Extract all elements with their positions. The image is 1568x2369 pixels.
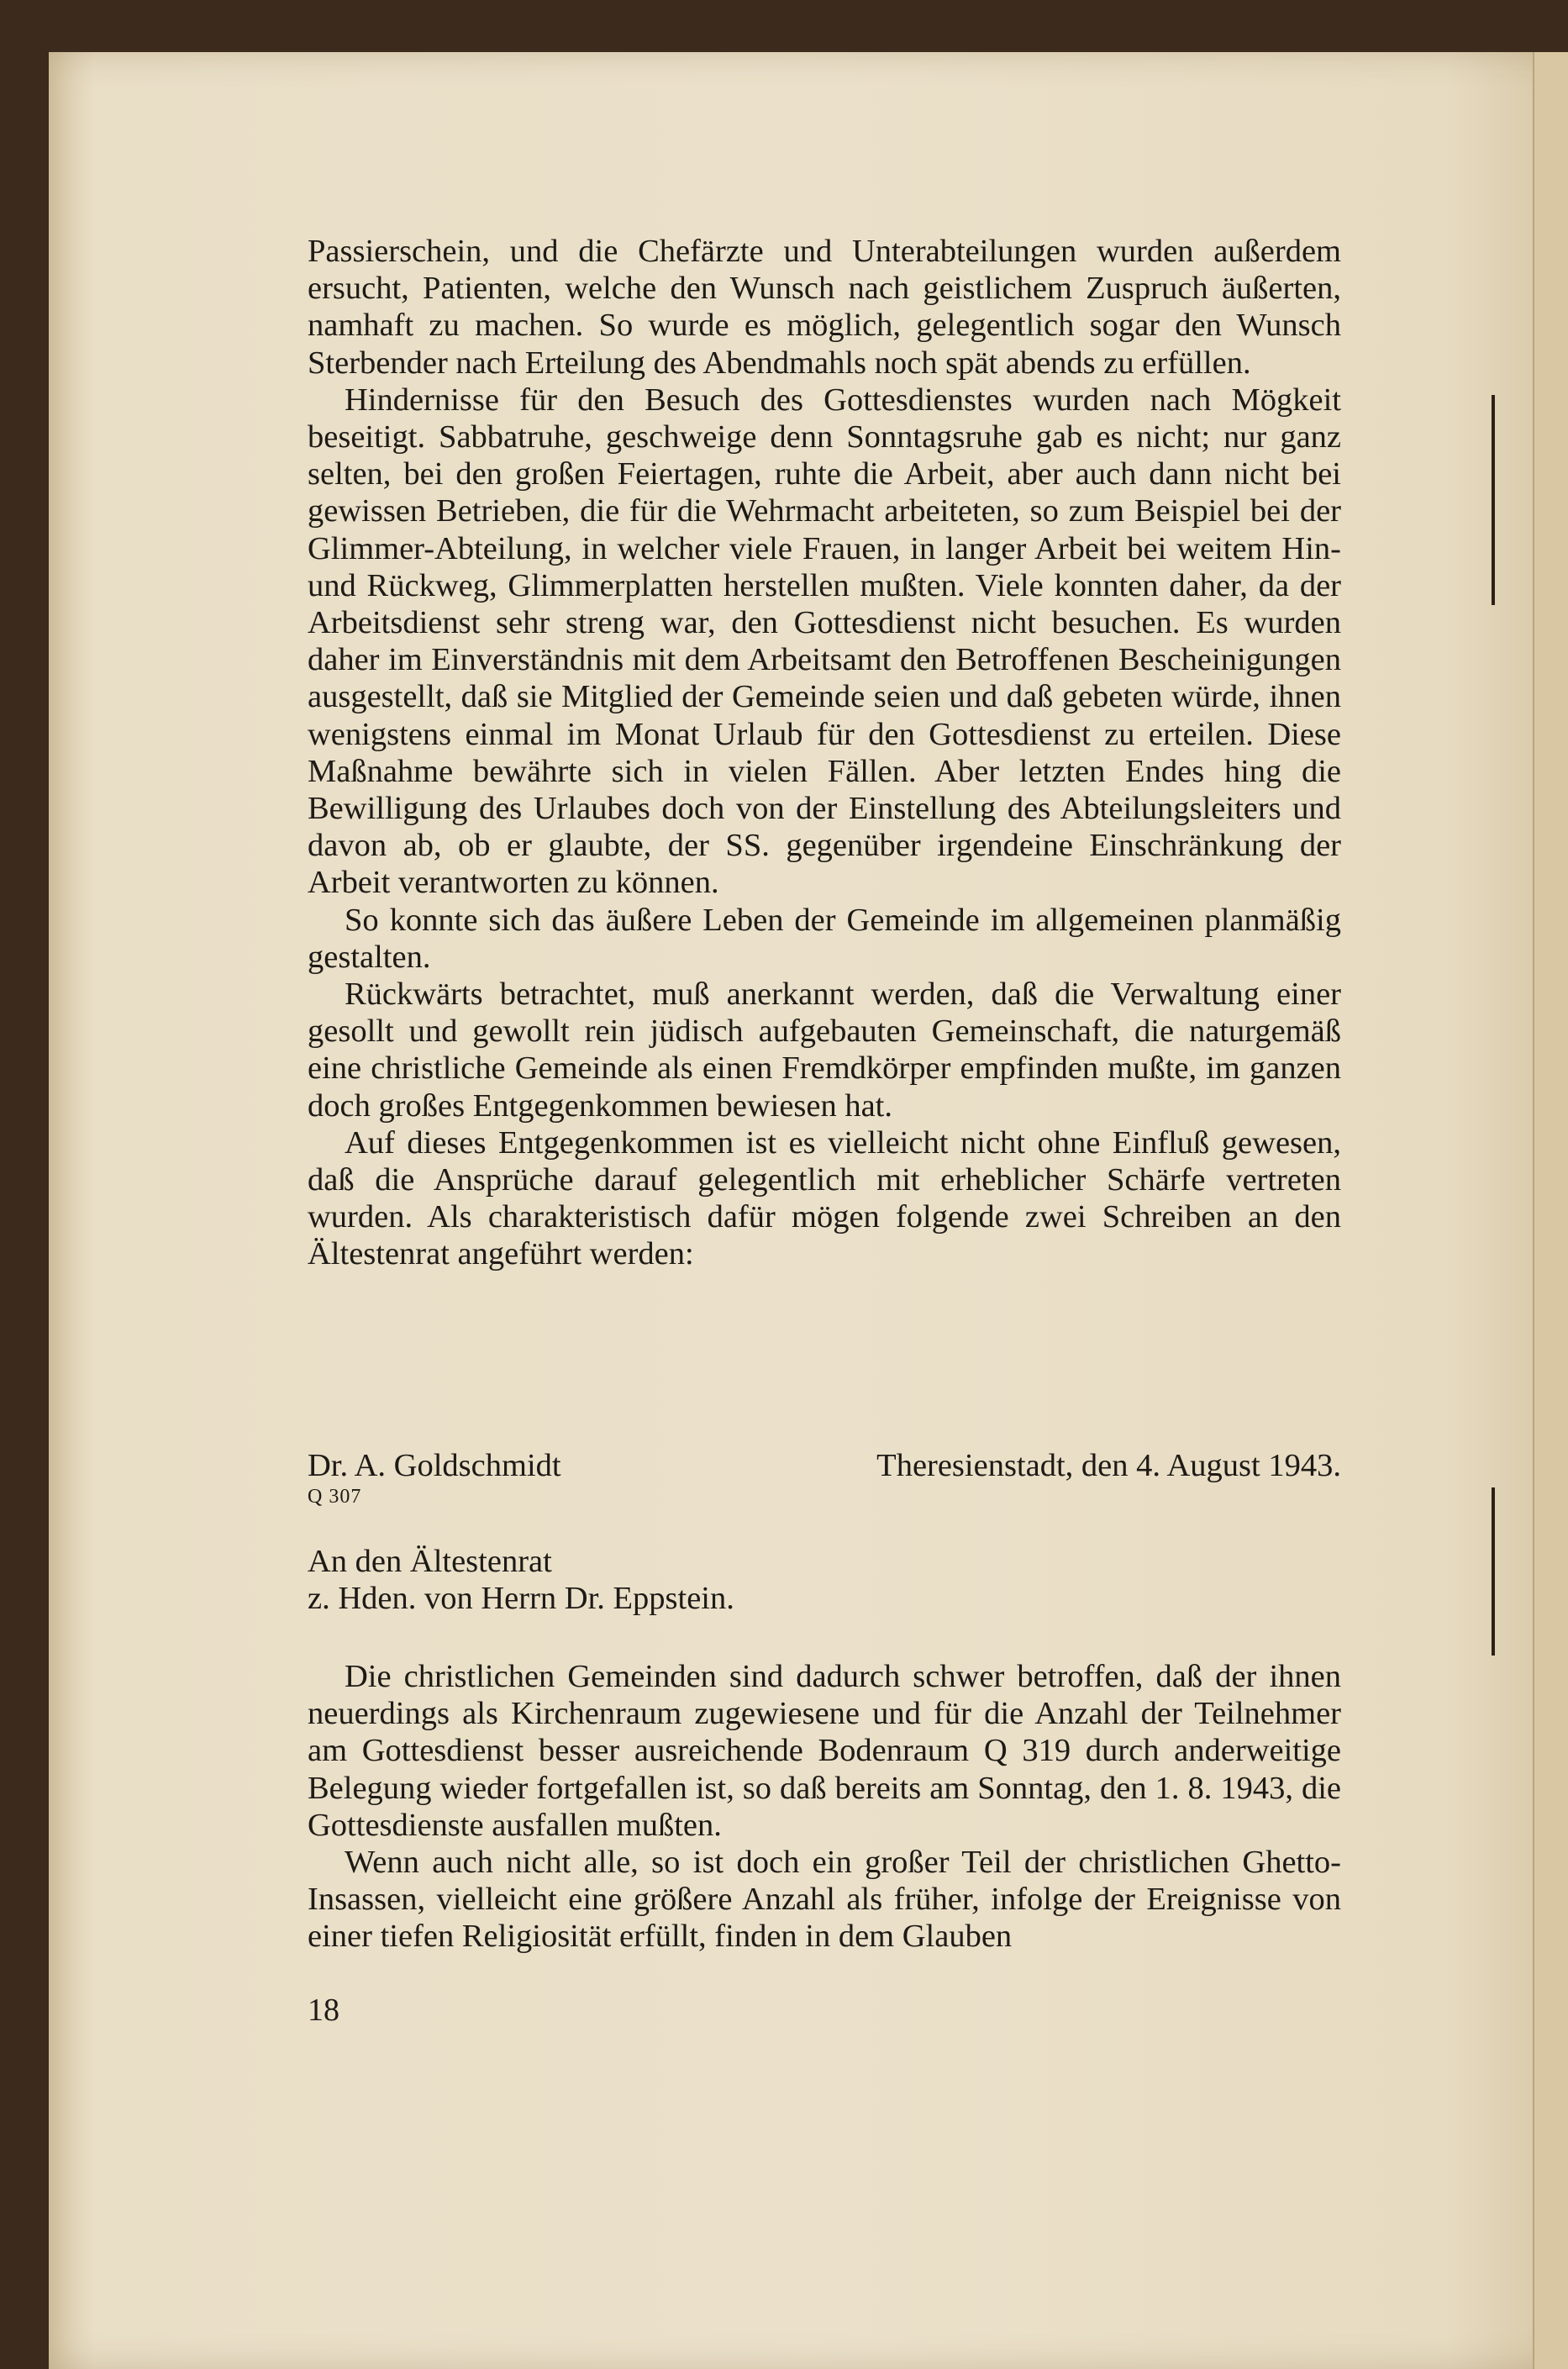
page-number: 18 — [308, 1993, 339, 2028]
paragraph: Wenn auch nicht alle, so ist doch ein großer Teil der christlichen Ghetto-Insassen, vielleicht eine größere Anzahl als früher, infolge der Ereignisse von einer tiefen Religiosität erfüllt, finden in dem Glauben — [308, 1845, 1341, 1955]
binding-mark — [1492, 395, 1495, 605]
recipient-line: An den Ältestenrat — [308, 1544, 552, 1579]
letter-header — [308, 1447, 1341, 1617]
letter-place-date: Theresienstadt, den 4. August 1943. — [876, 1448, 1341, 1483]
body-text-block-2 — [308, 1658, 1341, 1956]
body-text-block-1 — [308, 233, 1341, 1273]
paragraph: Passierschein, und die Chefärzte und Unterabteilungen wurden außerdem ersucht, Patienten, welche den Wunsch nach geistlichem Zuspruch äußerten, namhaft zu machen. So wurde es möglich, gelegentlich sogar den Wunsch Sterbender nach Erteilung des Abendmahls noch spät abends zu erfüllen. — [308, 234, 1341, 381]
paragraph: Die christlichen Gemeinden sind dadurch schwer betroffen, daß der ihnen neuerdings als Kirchenraum zugewiesene und für die Anzahl der Teilnehmer am Gottesdienst besser ausreichende Bodenraum Q 319 durch anderweitige Belegung wieder fortgefallen ist, so daß bereits am Sonntag, den 1. 8. 1943, die Gottesdienste ausfallen mußten. — [308, 1659, 1341, 1843]
paragraph: So konnte sich das äußere Leben der Gemeinde im allgemeinen planmäßig gestalten. — [308, 902, 1341, 975]
sender-address: Q 307 — [308, 1486, 362, 1508]
recipient-line: z. Hden. von Herrn Dr. Eppstein. — [308, 1581, 734, 1616]
letter-sender: Dr. A. Goldschmidt — [308, 1448, 561, 1483]
adjacent-page-edge — [1533, 52, 1568, 2369]
paragraph: Hindernisse für den Besuch des Gottesdienstes wurden nach Mögkeit beseitigt. Sabbatruhe, geschweige denn Sonntagsruhe gab es nicht; nur ganz selten, bei den großen Feiertagen, ruhte die Arbeit, aber auch dann nicht bei gewissen Betrieben, die für die Wehrmacht arbeiteten, so zum Beispiel bei der Glimmer-Abteilung, in welcher viele Frauen, in langer Arbeit bei weitem Hin- und Rückweg, Glimmerplatten herstellen mußten. Viele konnten daher, da der Arbeitsdienst sehr streng war, den Gottesdienst nicht besuchen. Es wurden daher im Einverständnis mit dem Arbeitsamt den Betroffenen Bescheinigungen ausgestellt, daß sie Mitglied der Gemeinde seien und daß gebeten würde, ihnen wenigstens einmal im Monat Urlaub für den Gottesdienst zu erteilen. Diese Maßnahme bewährte sich in vielen Fällen. Aber letzten Endes hing die Bewilligung des Urlaubes doch von der Einstellung des Abteilungsleiters und davon ab, ob er glaubte, der SS. gegenüber irgendeine Einschränkung der Arbeit verantworten zu können. — [308, 382, 1341, 901]
binding-mark — [1492, 1487, 1495, 1656]
paragraph: Rückwärts betrachtet, muß anerkannt werden, daß die Verwaltung einer gesollt und gewollt rein jüdisch aufgebauten Gemeinschaft, die naturgemäß eine christliche Gemeinde als einen Fremdkörper empfinden mußte, im ganzen doch großes Entgegenkommen bewiesen hat. — [308, 977, 1341, 1124]
paragraph: Auf dieses Entgegenkommen ist es vielleicht nicht ohne Einfluß gewesen, daß die Ansprüche darauf gelegentlich mit erheblicher Schärfe vertreten wurden. Als charakteristisch dafür mögen folgende zwei Schreiben an den Ältestenrat angeführt werden: — [308, 1124, 1341, 1272]
